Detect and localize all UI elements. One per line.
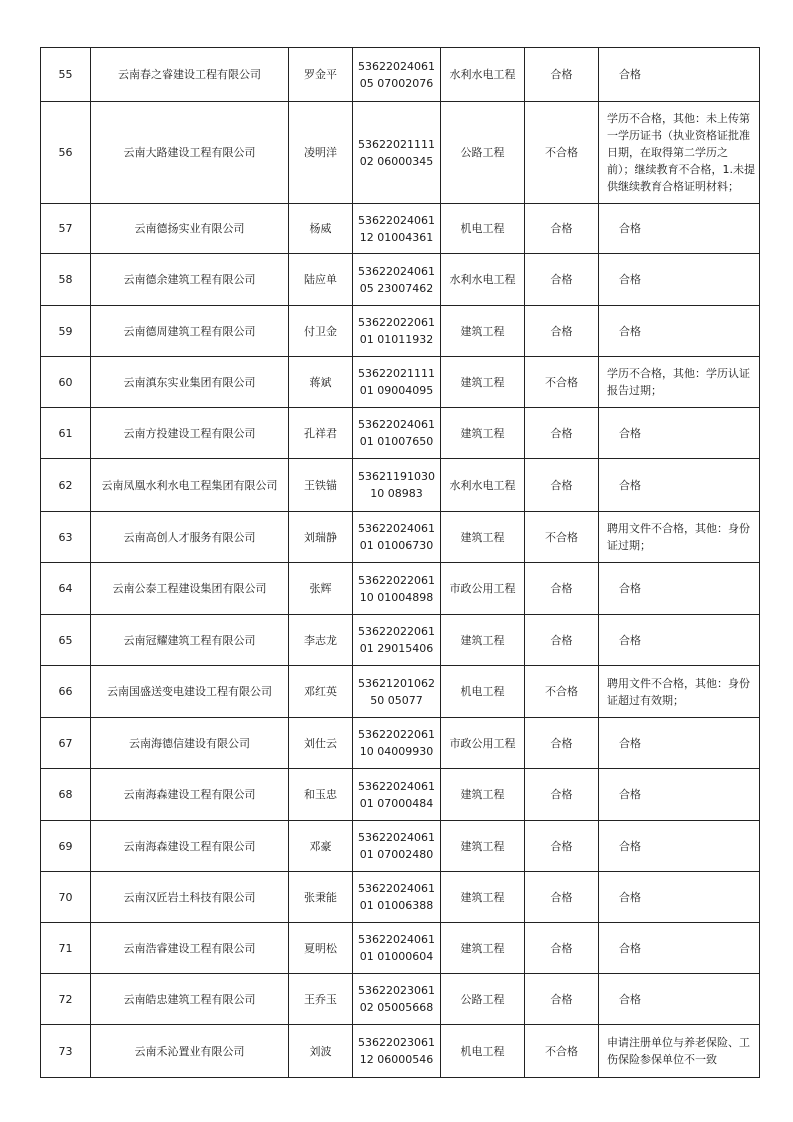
review-result-cell: 合格	[599, 769, 760, 821]
row-number-cell: 62	[41, 459, 91, 512]
review-status-cell: 合格	[525, 821, 599, 872]
certificate-number-cell: 5362202306112 06000546	[353, 1025, 441, 1078]
certificate-number-cell: 5362202406101 01007650	[353, 408, 441, 459]
review-result-cell: 合格	[599, 254, 760, 306]
review-status-cell: 合格	[525, 615, 599, 666]
table-row	[41, 923, 760, 974]
row-number-cell: 65	[41, 615, 91, 666]
row-number-cell: 71	[41, 923, 91, 974]
person-name-cell: 和玉忠	[289, 769, 353, 821]
review-result-cell: 聘用文件不合格，其他：身份证过期；	[599, 512, 760, 563]
company-name-cell: 云南浩睿建设工程有限公司	[91, 923, 289, 974]
company-name-cell: 云南春之睿建设工程有限公司	[91, 48, 289, 102]
review-status-cell: 合格	[525, 204, 599, 254]
company-name-cell: 云南禾沁置业有限公司	[91, 1025, 289, 1078]
person-name-cell: 蒋斌	[289, 357, 353, 408]
certificate-number-cell: 5362202406101 01000604	[353, 923, 441, 974]
person-name-cell: 陆应单	[289, 254, 353, 306]
person-name-cell: 孔祥君	[289, 408, 353, 459]
certificate-number-cell: 5362202206110 01004898	[353, 563, 441, 615]
review-result-cell: 学历不合格，其他：未上传第一学历证书（执业资格证批准日期，在取得第二学历之前）；继续教育不合格，1.未提供继续教育合格证明材料；	[599, 102, 760, 204]
table-row	[41, 48, 760, 102]
certificate-number-cell: 5362202406101 01006388	[353, 872, 441, 923]
row-number-cell: 73	[41, 1025, 91, 1078]
table-row	[41, 459, 760, 512]
person-name-cell: 王乔玉	[289, 974, 353, 1025]
specialty-cell: 水利水电工程	[441, 254, 525, 306]
table-row	[41, 615, 760, 666]
table-row	[41, 254, 760, 306]
certificate-number-cell: 5362202406105 23007462	[353, 254, 441, 306]
table-row	[41, 666, 760, 718]
specialty-cell: 公路工程	[441, 102, 525, 204]
specialty-cell: 建筑工程	[441, 357, 525, 408]
table-body	[41, 48, 760, 1078]
company-name-cell: 云南海森建设工程有限公司	[91, 821, 289, 872]
company-name-cell: 云南公泰工程建设集团有限公司	[91, 563, 289, 615]
company-name-cell: 云南海德信建设有限公司	[91, 718, 289, 769]
table-row	[41, 718, 760, 769]
row-number-cell: 60	[41, 357, 91, 408]
row-number-cell: 64	[41, 563, 91, 615]
review-status-cell: 合格	[525, 459, 599, 512]
table-row	[41, 102, 760, 204]
review-status-cell: 合格	[525, 563, 599, 615]
review-status-cell: 不合格	[525, 512, 599, 563]
company-name-cell: 云南皓忠建筑工程有限公司	[91, 974, 289, 1025]
person-name-cell: 夏明松	[289, 923, 353, 974]
table-row	[41, 306, 760, 357]
review-result-cell: 合格	[599, 408, 760, 459]
table-row	[41, 872, 760, 923]
review-status-cell: 合格	[525, 769, 599, 821]
table-row	[41, 408, 760, 459]
certificate-number-cell: 5362202206110 04009930	[353, 718, 441, 769]
person-name-cell: 刘波	[289, 1025, 353, 1078]
review-result-cell: 合格	[599, 821, 760, 872]
specialty-cell: 公路工程	[441, 974, 525, 1025]
row-number-cell: 58	[41, 254, 91, 306]
specialty-cell: 市政公用工程	[441, 718, 525, 769]
row-number-cell: 68	[41, 769, 91, 821]
review-status-cell: 合格	[525, 408, 599, 459]
specialty-cell: 市政公用工程	[441, 563, 525, 615]
company-name-cell: 云南凤凰水利水电工程集团有限公司	[91, 459, 289, 512]
specialty-cell: 建筑工程	[441, 408, 525, 459]
person-name-cell: 李志龙	[289, 615, 353, 666]
review-status-cell: 合格	[525, 48, 599, 102]
person-name-cell: 刘瑞静	[289, 512, 353, 563]
certificate-number-cell: 5362202406112 01004361	[353, 204, 441, 254]
review-status-cell: 合格	[525, 254, 599, 306]
certificate-number-cell: 5362202406101 01006730	[353, 512, 441, 563]
specialty-cell: 建筑工程	[441, 923, 525, 974]
company-name-cell: 云南德余建筑工程有限公司	[91, 254, 289, 306]
specialty-cell: 建筑工程	[441, 872, 525, 923]
certificate-number-cell: 5362120106250 05077	[353, 666, 441, 718]
review-result-cell: 合格	[599, 459, 760, 512]
review-result-cell: 学历不合格，其他：学历认证报告过期；	[599, 357, 760, 408]
specialty-cell: 建筑工程	[441, 615, 525, 666]
specialty-cell: 建筑工程	[441, 512, 525, 563]
review-result-cell: 合格	[599, 718, 760, 769]
specialty-cell: 机电工程	[441, 1025, 525, 1078]
company-name-cell: 云南冠耀建筑工程有限公司	[91, 615, 289, 666]
row-number-cell: 59	[41, 306, 91, 357]
review-result-cell: 合格	[599, 204, 760, 254]
table-row	[41, 563, 760, 615]
review-status-cell: 合格	[525, 718, 599, 769]
company-name-cell: 云南德扬实业有限公司	[91, 204, 289, 254]
review-status-cell: 合格	[525, 974, 599, 1025]
review-results-table	[40, 47, 760, 1078]
review-result-cell: 合格	[599, 48, 760, 102]
row-number-cell: 66	[41, 666, 91, 718]
company-name-cell: 云南方投建设工程有限公司	[91, 408, 289, 459]
certificate-number-cell: 5362202206101 29015406	[353, 615, 441, 666]
table-row	[41, 974, 760, 1025]
company-name-cell: 云南国盛送变电建设工程有限公司	[91, 666, 289, 718]
review-status-cell: 合格	[525, 923, 599, 974]
company-name-cell: 云南滇东实业集团有限公司	[91, 357, 289, 408]
review-result-cell: 合格	[599, 615, 760, 666]
table-row	[41, 1025, 760, 1078]
table-row	[41, 821, 760, 872]
company-name-cell: 云南汉匠岩土科技有限公司	[91, 872, 289, 923]
specialty-cell: 建筑工程	[441, 821, 525, 872]
row-number-cell: 56	[41, 102, 91, 204]
review-status-cell: 合格	[525, 306, 599, 357]
review-result-cell: 申请注册单位与养老保险、工伤保险参保单位不一致	[599, 1025, 760, 1078]
certificate-number-cell: 5362202406101 07002480	[353, 821, 441, 872]
company-name-cell: 云南德周建筑工程有限公司	[91, 306, 289, 357]
row-number-cell: 61	[41, 408, 91, 459]
specialty-cell: 机电工程	[441, 666, 525, 718]
certificate-number-cell: 5362202306102 05005668	[353, 974, 441, 1025]
company-name-cell: 云南大路建设工程有限公司	[91, 102, 289, 204]
person-name-cell: 付卫金	[289, 306, 353, 357]
person-name-cell: 张秉能	[289, 872, 353, 923]
certificate-number-cell: 5362202406105 07002076	[353, 48, 441, 102]
table-row	[41, 769, 760, 821]
person-name-cell: 罗金平	[289, 48, 353, 102]
row-number-cell: 70	[41, 872, 91, 923]
table-row	[41, 512, 760, 563]
person-name-cell: 邓豪	[289, 821, 353, 872]
row-number-cell: 72	[41, 974, 91, 1025]
company-name-cell: 云南高创人才服务有限公司	[91, 512, 289, 563]
person-name-cell: 邓红英	[289, 666, 353, 718]
row-number-cell: 57	[41, 204, 91, 254]
table-row	[41, 357, 760, 408]
specialty-cell: 水利水电工程	[441, 459, 525, 512]
row-number-cell: 67	[41, 718, 91, 769]
review-result-cell: 聘用文件不合格，其他：身份证超过有效期；	[599, 666, 760, 718]
person-name-cell: 刘仕云	[289, 718, 353, 769]
review-status-cell: 不合格	[525, 666, 599, 718]
specialty-cell: 建筑工程	[441, 306, 525, 357]
certificate-number-cell: 5362119103010 08983	[353, 459, 441, 512]
certificate-number-cell: 5362202111102 06000345	[353, 102, 441, 204]
review-status-cell: 不合格	[525, 357, 599, 408]
certificate-number-cell: 5362202206101 01011932	[353, 306, 441, 357]
specialty-cell: 机电工程	[441, 204, 525, 254]
review-result-cell: 合格	[599, 974, 760, 1025]
review-result-cell: 合格	[599, 563, 760, 615]
review-result-cell: 合格	[599, 306, 760, 357]
review-status-cell: 不合格	[525, 1025, 599, 1078]
review-status-cell: 合格	[525, 872, 599, 923]
review-result-cell: 合格	[599, 872, 760, 923]
person-name-cell: 杨威	[289, 204, 353, 254]
specialty-cell: 水利水电工程	[441, 48, 525, 102]
certificate-number-cell: 5362202111101 09004095	[353, 357, 441, 408]
company-name-cell: 云南海森建设工程有限公司	[91, 769, 289, 821]
row-number-cell: 69	[41, 821, 91, 872]
row-number-cell: 55	[41, 48, 91, 102]
table-row	[41, 204, 760, 254]
person-name-cell: 凌明洋	[289, 102, 353, 204]
review-result-cell: 合格	[599, 923, 760, 974]
specialty-cell: 建筑工程	[441, 769, 525, 821]
review-status-cell: 不合格	[525, 102, 599, 204]
row-number-cell: 63	[41, 512, 91, 563]
certificate-number-cell: 5362202406101 07000484	[353, 769, 441, 821]
person-name-cell: 张辉	[289, 563, 353, 615]
person-name-cell: 王铁锚	[289, 459, 353, 512]
